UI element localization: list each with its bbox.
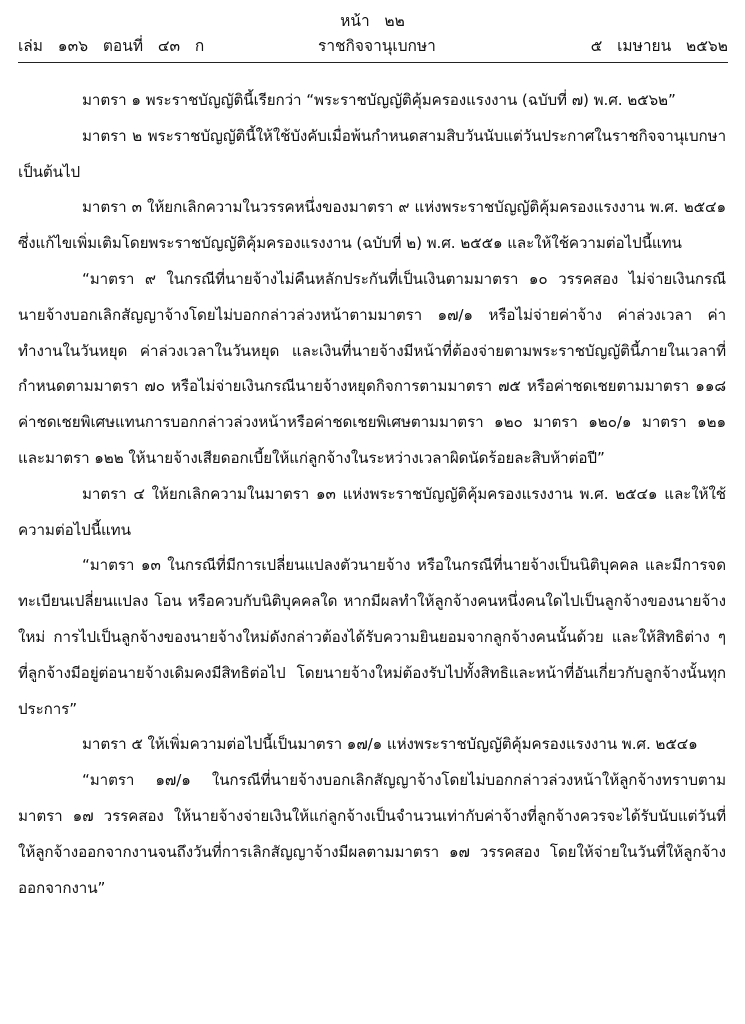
section-9-text-paragraph: “มาตรา ๙ ในกรณีที่นายจ้างไม่คืนหลักประกันที่เป็นเงินตามมาตรา ๑๐ วรรคสอง ไม่จ่ายเงินกรณีนายจ้างบอกเลิกสัญญาจ้างโดยไม่บอกกล่าวล่วงหน้าตามมาตรา ๑๗/๑ หรือไม่จ่ายค่าจ้าง ค่าล่วงเวลา ค่าทำงานในวันหยุด ค่าล่วงเวลาในวันหยุด และเงินที่นายจ้างมีหน้าที่ต้องจ่ายตามพระราชบัญญัตินี้ภายในเวลาที่กำหนดตามมาตรา ๗๐ หรือไม่จ่ายเงินกรณีนายจ้างหยุดกิจการตามมาตรา ๗๕ หรือค่าชดเชยตามมาตรา ๑๑๘ ค่าชดเชยพิเศษแทนการบอกกล่าวล่วงหน้าหรือค่าชดเชยพิเศษตามมาตรา ๑๒๐ มาตรา ๑๒๐/๑ มาตรา ๑๒๑ และมาตรา ๑๒๒ ให้นายจ้างเสียดอกเบี้ยให้แก่ลูกจ้างในระหว่างเวลาผิดนัดร้อยละสิบห้าต่อปี” [18,269,726,467]
volume-issue: เล่ม ๑๓๖ ตอนที่ ๔๓ ก [18,37,205,55]
publication-name: ราชกิจจานุเบกษา [318,37,436,55]
gazette-header [18,36,728,56]
publication-date: ๕ เมษายน ๒๕๖๒ [590,37,728,55]
section-5-paragraph: มาตรา ๕ ให้เพิ่มความต่อไปนี้เป็นมาตรา ๑๗/๑ แห่งพระราชบัญญัติคุ้มครองแรงงาน พ.ศ. ๒๕๔๑ [82,735,698,754]
section-13-text-paragraph: “มาตรา ๑๓ ในกรณีที่มีการเปลี่ยนแปลงตัวนายจ้าง หรือในกรณีที่นายจ้างเป็นนิติบุคคล และมีการจดทะเบียนเปลี่ยนแปลง โอน หรือควบกับนิติบุคคลใด หากมีผลทำให้ลูกจ้างคนหนึ่งคนใดไปเป็นลูกจ้างของนายจ้างใหม่ การไปเป็นลูกจ้างของนายจ้างใหม่ดังกล่าวต้องได้รับความยินยอมจากลูกจ้างคนนั้นด้วย และให้สิทธิต่าง ๆ ที่ลูกจ้างมีอยู่ต่อนายจ้างเดิมคงมีสิทธิต่อไป โดยนายจ้างใหม่ต้องรับไปทั้งสิทธิและหน้าที่อันเกี่ยวกับลูกจ้างนั้นทุกประการ” [18,556,726,718]
section-1-paragraph: มาตรา ๑ พระราชบัญญัตินี้เรียกว่า “พระราชบัญญัติคุ้มครองแรงงาน (ฉบับที่ ๗) พ.ศ. ๒๕๖๒” [82,91,676,109]
section-3-paragraph: มาตรา ๓ ให้ยกเลิกความในวรรคหนึ่งของมาตรา ๙ แห่งพระราชบัญญัติคุ้มครองแรงงาน พ.ศ. ๒๕๔๑ ซึ่งแก้ไขเพิ่มเติมโดยพระราชบัญญัติคุ้มครองแรงงาน (ฉบับที่ ๒) พ.ศ. ๒๕๕๑ และให้ใช้ความต่อไปนี้แทน [18,198,726,253]
section-2-paragraph: มาตรา ๒ พระราชบัญญัตินี้ให้ใช้บังคับเมื่อพ้นกำหนดสามสิบวันนับแต่วันประกาศในราชกิจจานุเบกษาเป็นต้นไป [18,126,726,181]
header-divider [18,62,728,63]
page-number: หน้า ๒๒ [340,12,405,30]
document-body [18,83,726,906]
section-17-1-text-paragraph: “มาตรา ๑๗/๑ ในกรณีที่นายจ้างบอกเลิกสัญญาจ้างโดยไม่บอกกล่าวล่วงหน้าให้ลูกจ้างทราบตามมาตรา ๑๗ วรรคสอง ให้นายจ้างจ่ายเงินให้แก่ลูกจ้างเป็นจำนวนเท่ากับค่าจ้างที่ลูกจ้างควรจะได้รับนับแต่วันที่ให้ลูกจ้างออกจากงานจนถึงวันที่การเลิกสัญญาจ้างมีผลตามมาตรา ๑๗ วรรคสอง โดยให้จ่ายในวันที่ให้ลูกจ้างออกจากงาน” [18,771,726,897]
section-4-paragraph: มาตรา ๔ ให้ยกเลิกความในมาตรา ๑๓ แห่งพระราชบัญญัติคุ้มครองแรงงาน พ.ศ. ๒๕๔๑ และให้ใช้ความต่อไปนี้แทน [18,484,726,539]
